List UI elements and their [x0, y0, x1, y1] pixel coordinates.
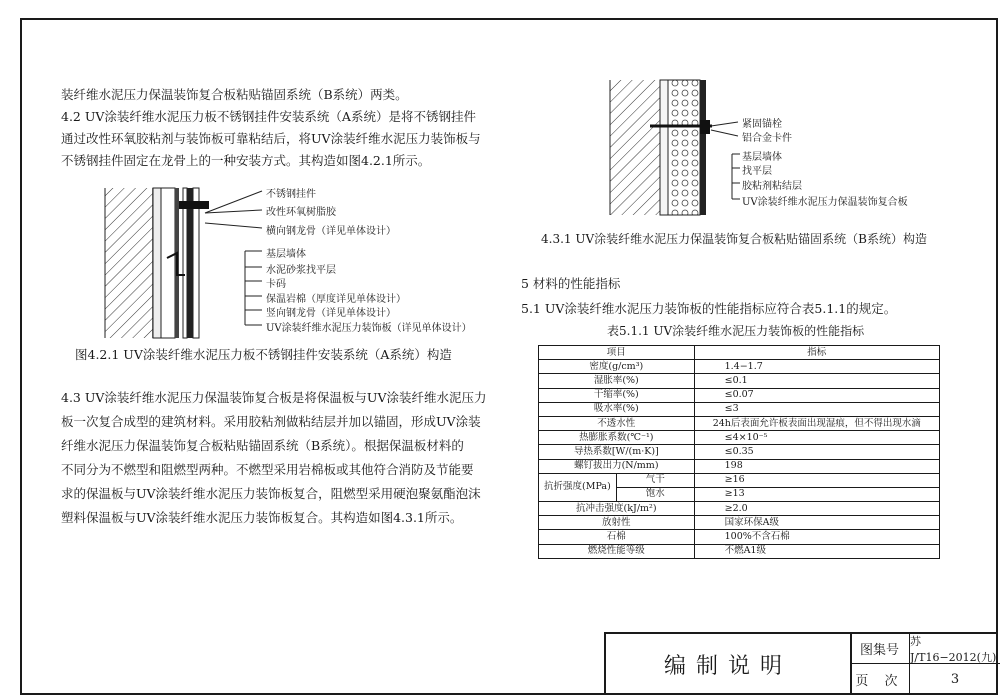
- label-composite-board: UV涂装纤维水泥压力保温装饰复合板: [742, 197, 908, 208]
- row-subitem: 饱水: [616, 487, 694, 501]
- row-value: ≤0.07: [694, 388, 939, 402]
- section-5-1-text: 5.1 UV涂装纤维水泥压力装饰板的性能指标应符合表5.1.1的规定。: [521, 301, 897, 316]
- table-title: 表5.1.1 UV涂装纤维水泥压力装饰板的性能指标: [607, 324, 865, 338]
- row-value: 国家环保A级: [694, 516, 939, 530]
- figure-b-caption: 4.3.1 UV涂装纤维水泥压力保温装饰复合板粘贴锚固系统（B系统）构造: [541, 232, 927, 246]
- performance-table: [538, 345, 940, 559]
- row-value: ≤0.35: [694, 445, 939, 459]
- figure-a-leaders: [200, 183, 270, 333]
- table-row: [539, 473, 940, 487]
- row-value: 100%不含石棉: [694, 530, 939, 544]
- figure-a-caption: 图4.2.1 UV涂装纤维水泥压力板不锈钢挂件安装系统（A系统）构造: [75, 347, 452, 362]
- label-aluminum-clip: 铝合金卡件: [742, 133, 792, 144]
- table-header-row: [539, 346, 940, 360]
- label-horizontal-keel: 横向钢龙骨（详见单体设计）: [266, 226, 396, 237]
- table-row: [539, 459, 940, 473]
- label-epoxy: 改性环氧树脂胶: [266, 207, 336, 218]
- row-value: 1.4−1.7: [694, 360, 939, 374]
- label-leveling-b: 找平层: [742, 166, 772, 177]
- page-number: 3: [950, 672, 960, 687]
- row-item: 导热系数[W/(m·K)]: [539, 445, 695, 459]
- text-line: 塑料保温板与UV涂装纤维水泥压力装饰板复合。其构造如图4.3.1所示。: [61, 510, 463, 525]
- page-label: 页 次: [850, 664, 910, 695]
- table-row: [539, 360, 940, 374]
- table-row: [539, 530, 940, 544]
- row-value: ≥13: [694, 487, 939, 501]
- table-row: [539, 502, 940, 516]
- text-line: 求的保温板与UV涂装纤维水泥压力装饰板复合，阻燃型采用硬泡聚氨酯泡沫: [61, 486, 481, 501]
- text-line: 不同分为不燃型和阻燃型两种。不燃型采用岩棉板或其他符合消防及节能要: [61, 462, 474, 477]
- table-row: [539, 544, 940, 558]
- row-item: 放射性: [539, 516, 695, 530]
- table-row: [539, 374, 940, 388]
- table-row: [539, 431, 940, 445]
- atlas-number: 苏J/T16−2012(九): [910, 634, 1000, 664]
- text-line: 纤维水泥压力保温装饰复合板粘贴锚固系统（B系统）。根据保温板材料的: [61, 438, 464, 453]
- row-item: 螺钉拔出力(N/mm): [539, 459, 695, 473]
- text-line: 不锈钢挂件固定在龙骨上的一种安装方式。其构造如图4.2.1所示。: [61, 153, 431, 168]
- header-value: 指标: [694, 346, 939, 360]
- row-value: ≤4×10⁻⁵: [694, 431, 939, 445]
- label-adhesive-layer: 胶粘剂粘结层: [742, 181, 802, 192]
- row-value: ≥16: [694, 473, 939, 487]
- row-value: ≤0.1: [694, 374, 939, 388]
- row-value: 198: [694, 459, 939, 473]
- table-row: [539, 445, 940, 459]
- table-row: [539, 516, 940, 530]
- row-item: 石棉: [539, 530, 695, 544]
- text-line: 4.2 UV涂装纤维水泥压力板不锈钢挂件安装系统（A系统）是将不锈钢挂件: [61, 109, 476, 124]
- header-item: 项目: [539, 346, 695, 360]
- atlas-number-label: 图集号: [850, 634, 910, 664]
- row-item: 湿胀率(%): [539, 374, 695, 388]
- table-row: [539, 416, 940, 430]
- text-line: 通过改性环氧胶粘剂与装饰板可靠粘结后，将UV涂装纤维水泥压力装饰板与: [61, 131, 481, 146]
- table-row: [539, 388, 940, 402]
- table-row: [539, 402, 940, 416]
- text-line: 装纤维水泥压力保温装饰复合板粘贴锚固系统（B系统）两类。: [61, 87, 408, 102]
- label-clip: 卡码: [266, 279, 286, 290]
- label-rock-wool: 保温岩棉（厚度详见单体设计）: [266, 294, 406, 305]
- row-item-bending: 抗折强度(MPa): [539, 473, 617, 501]
- text-line: 4.3 UV涂装纤维水泥压力保温装饰复合板是将保温板与UV涂装纤维水泥压力: [61, 390, 487, 405]
- row-item: 干缩率(%): [539, 388, 695, 402]
- text-line: 板一次复合成型的建筑材料。采用胶粘剂做粘结层并加以锚固，形成UV涂装: [61, 414, 481, 429]
- row-item: 燃烧性能等级: [539, 544, 695, 558]
- row-subitem: 气干: [616, 473, 694, 487]
- label-base-wall-b: 基层墙体: [742, 152, 782, 163]
- title-block: [604, 632, 998, 695]
- row-value: ≥2.0: [694, 502, 939, 516]
- row-item: 密度(g/cm³): [539, 360, 695, 374]
- row-value: 不燃A1级: [694, 544, 939, 558]
- title-block-title: 编制说明: [606, 634, 852, 695]
- row-item: 吸水率(%): [539, 402, 695, 416]
- label-uv-board: UV涂装纤维水泥压力装饰板（详见单体设计）: [266, 323, 472, 334]
- label-leveling: 水泥砂浆找平层: [266, 265, 336, 276]
- label-stainless-hanger: 不锈钢挂件: [266, 189, 316, 200]
- section-5-heading: 5 材料的性能指标: [521, 276, 621, 291]
- row-value: 24h后表面允许板表面出现湿痕，但不得出现水滴: [694, 416, 939, 430]
- row-value: ≤3: [694, 402, 939, 416]
- row-item: 热膨胀系数(℃⁻¹): [539, 431, 695, 445]
- label-base-wall: 基层墙体: [266, 249, 306, 260]
- label-anchor-bolt: 紧固锚栓: [742, 119, 782, 130]
- row-item: 抗冲击强度(kJ/m²): [539, 502, 695, 516]
- label-vertical-keel: 竖向钢龙骨（详见单体设计）: [266, 308, 396, 319]
- row-item: 不透水性: [539, 416, 695, 430]
